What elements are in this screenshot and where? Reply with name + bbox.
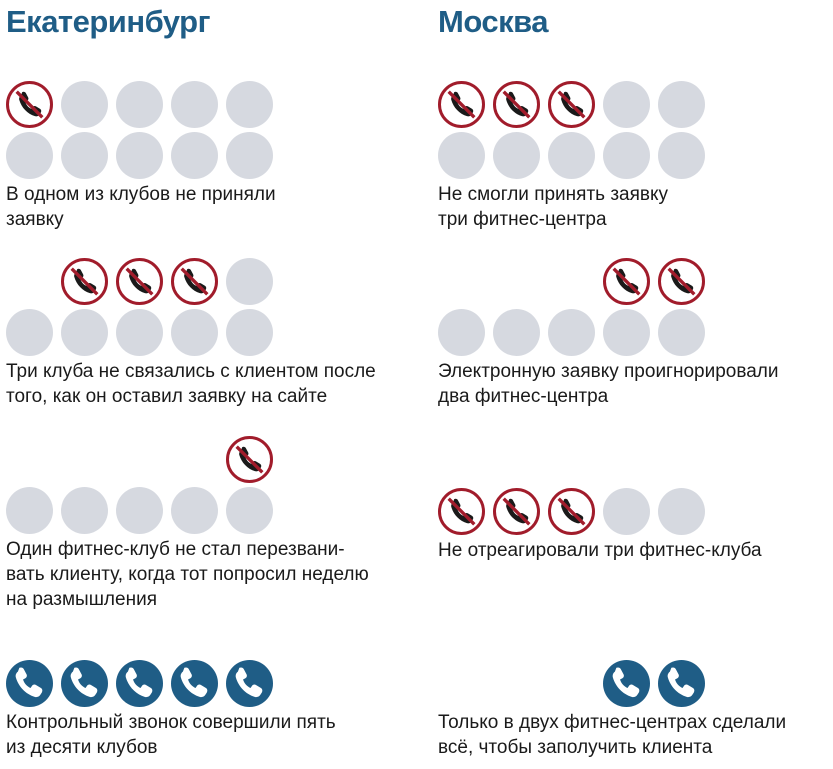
crossed-phone-icon: [548, 81, 595, 128]
empty-circle: [548, 132, 595, 179]
caption-line: из десяти клубов: [6, 737, 158, 758]
stat-caption: [6, 359, 376, 409]
phone-icon: [61, 660, 108, 707]
caption-line: Контрольный звонок совершили пять: [6, 712, 336, 733]
phone-icon: [603, 660, 650, 707]
empty-circle: [603, 132, 650, 179]
phone-icon: [658, 660, 705, 707]
circle-row: [6, 132, 306, 180]
empty-circle: [603, 81, 650, 128]
stat-caption: [438, 182, 668, 232]
empty-circle: [61, 487, 108, 534]
empty-circle: [658, 132, 705, 179]
empty-circle: [493, 309, 540, 356]
empty-circle: [226, 309, 273, 356]
circle-row: [6, 660, 306, 708]
caption-line: В одном из клубов не приняли: [6, 184, 276, 205]
crossed-phone-icon: [226, 436, 273, 483]
crossed-phone-icon: [171, 258, 218, 305]
city-title: Екатеринбург: [6, 4, 210, 39]
empty-circle: [6, 487, 53, 534]
crossed-phone-icon: [603, 258, 650, 305]
stat-caption: [6, 710, 336, 760]
empty-circle: [61, 81, 108, 128]
caption-line: Один фитнес-клуб не стал перезвани-: [6, 539, 345, 560]
stat-caption: [438, 710, 786, 760]
phone-icon: [226, 660, 273, 707]
stat-caption: [6, 182, 276, 232]
empty-circle: [603, 488, 650, 535]
phone-icon: [171, 660, 218, 707]
circle-row: [438, 488, 738, 536]
empty-circle: [226, 81, 273, 128]
circle-row: [6, 309, 306, 357]
empty-circle: [6, 309, 53, 356]
caption-line: Три клуба не связались с клиентом после: [6, 361, 376, 382]
empty-circle: [171, 309, 218, 356]
crossed-phone-icon: [493, 81, 540, 128]
empty-circle: [658, 81, 705, 128]
crossed-phone-icon: [61, 258, 108, 305]
crossed-phone-icon: [548, 488, 595, 535]
crossed-phone-icon: [493, 488, 540, 535]
circle-row: [438, 258, 738, 306]
circle-row: [6, 258, 306, 306]
caption-line: всё, чтобы заполучить клиента: [438, 737, 713, 758]
empty-circle: [658, 488, 705, 535]
empty-circle: [61, 309, 108, 356]
circle-row: [438, 132, 738, 180]
caption-line: того, как он оставил заявку на сайте: [6, 386, 328, 407]
crossed-phone-icon: [438, 81, 485, 128]
caption-line: два фитнес-центра: [438, 386, 609, 407]
caption-line: Только в двух фитнес-центрах сделали: [438, 712, 787, 733]
empty-circle: [116, 309, 163, 356]
phone-icon: [116, 660, 163, 707]
caption-line: на размышления: [6, 589, 157, 610]
crossed-phone-icon: [658, 258, 705, 305]
empty-circle: [171, 487, 218, 534]
empty-circle: [116, 81, 163, 128]
stat-caption: [438, 359, 779, 409]
caption-line: три фитнес-центра: [438, 209, 607, 230]
empty-circle: [171, 81, 218, 128]
circle-row: [6, 436, 306, 484]
city-title: Москва: [438, 4, 548, 39]
phone-icon: [6, 660, 53, 707]
stat-caption: [438, 538, 762, 563]
circle-row: [6, 487, 306, 535]
caption-line: Не смогли принять заявку: [438, 184, 669, 205]
crossed-phone-icon: [438, 488, 485, 535]
stat-caption: [6, 537, 369, 612]
empty-circle: [658, 309, 705, 356]
caption-line: вать клиенту, когда тот попросил неделю: [6, 564, 369, 585]
empty-circle: [226, 487, 273, 534]
empty-circle: [438, 309, 485, 356]
empty-circle: [6, 132, 53, 179]
empty-circle: [226, 258, 273, 305]
empty-circle: [171, 132, 218, 179]
empty-circle: [548, 309, 595, 356]
empty-circle: [116, 132, 163, 179]
empty-circle: [438, 132, 485, 179]
circle-row: [438, 81, 738, 129]
circle-row: [438, 660, 738, 708]
empty-circle: [61, 132, 108, 179]
circle-row: [438, 309, 738, 357]
caption-line: заявку: [6, 209, 64, 230]
empty-circle: [116, 487, 163, 534]
empty-circle: [493, 132, 540, 179]
empty-circle: [226, 132, 273, 179]
circle-row: [6, 81, 306, 129]
crossed-phone-icon: [6, 81, 53, 128]
crossed-phone-icon: [116, 258, 163, 305]
caption-line: Не отреагировали три фитнес-клуба: [438, 540, 762, 561]
caption-line: Электронную заявку проигнорировали: [438, 361, 779, 382]
empty-circle: [603, 309, 650, 356]
